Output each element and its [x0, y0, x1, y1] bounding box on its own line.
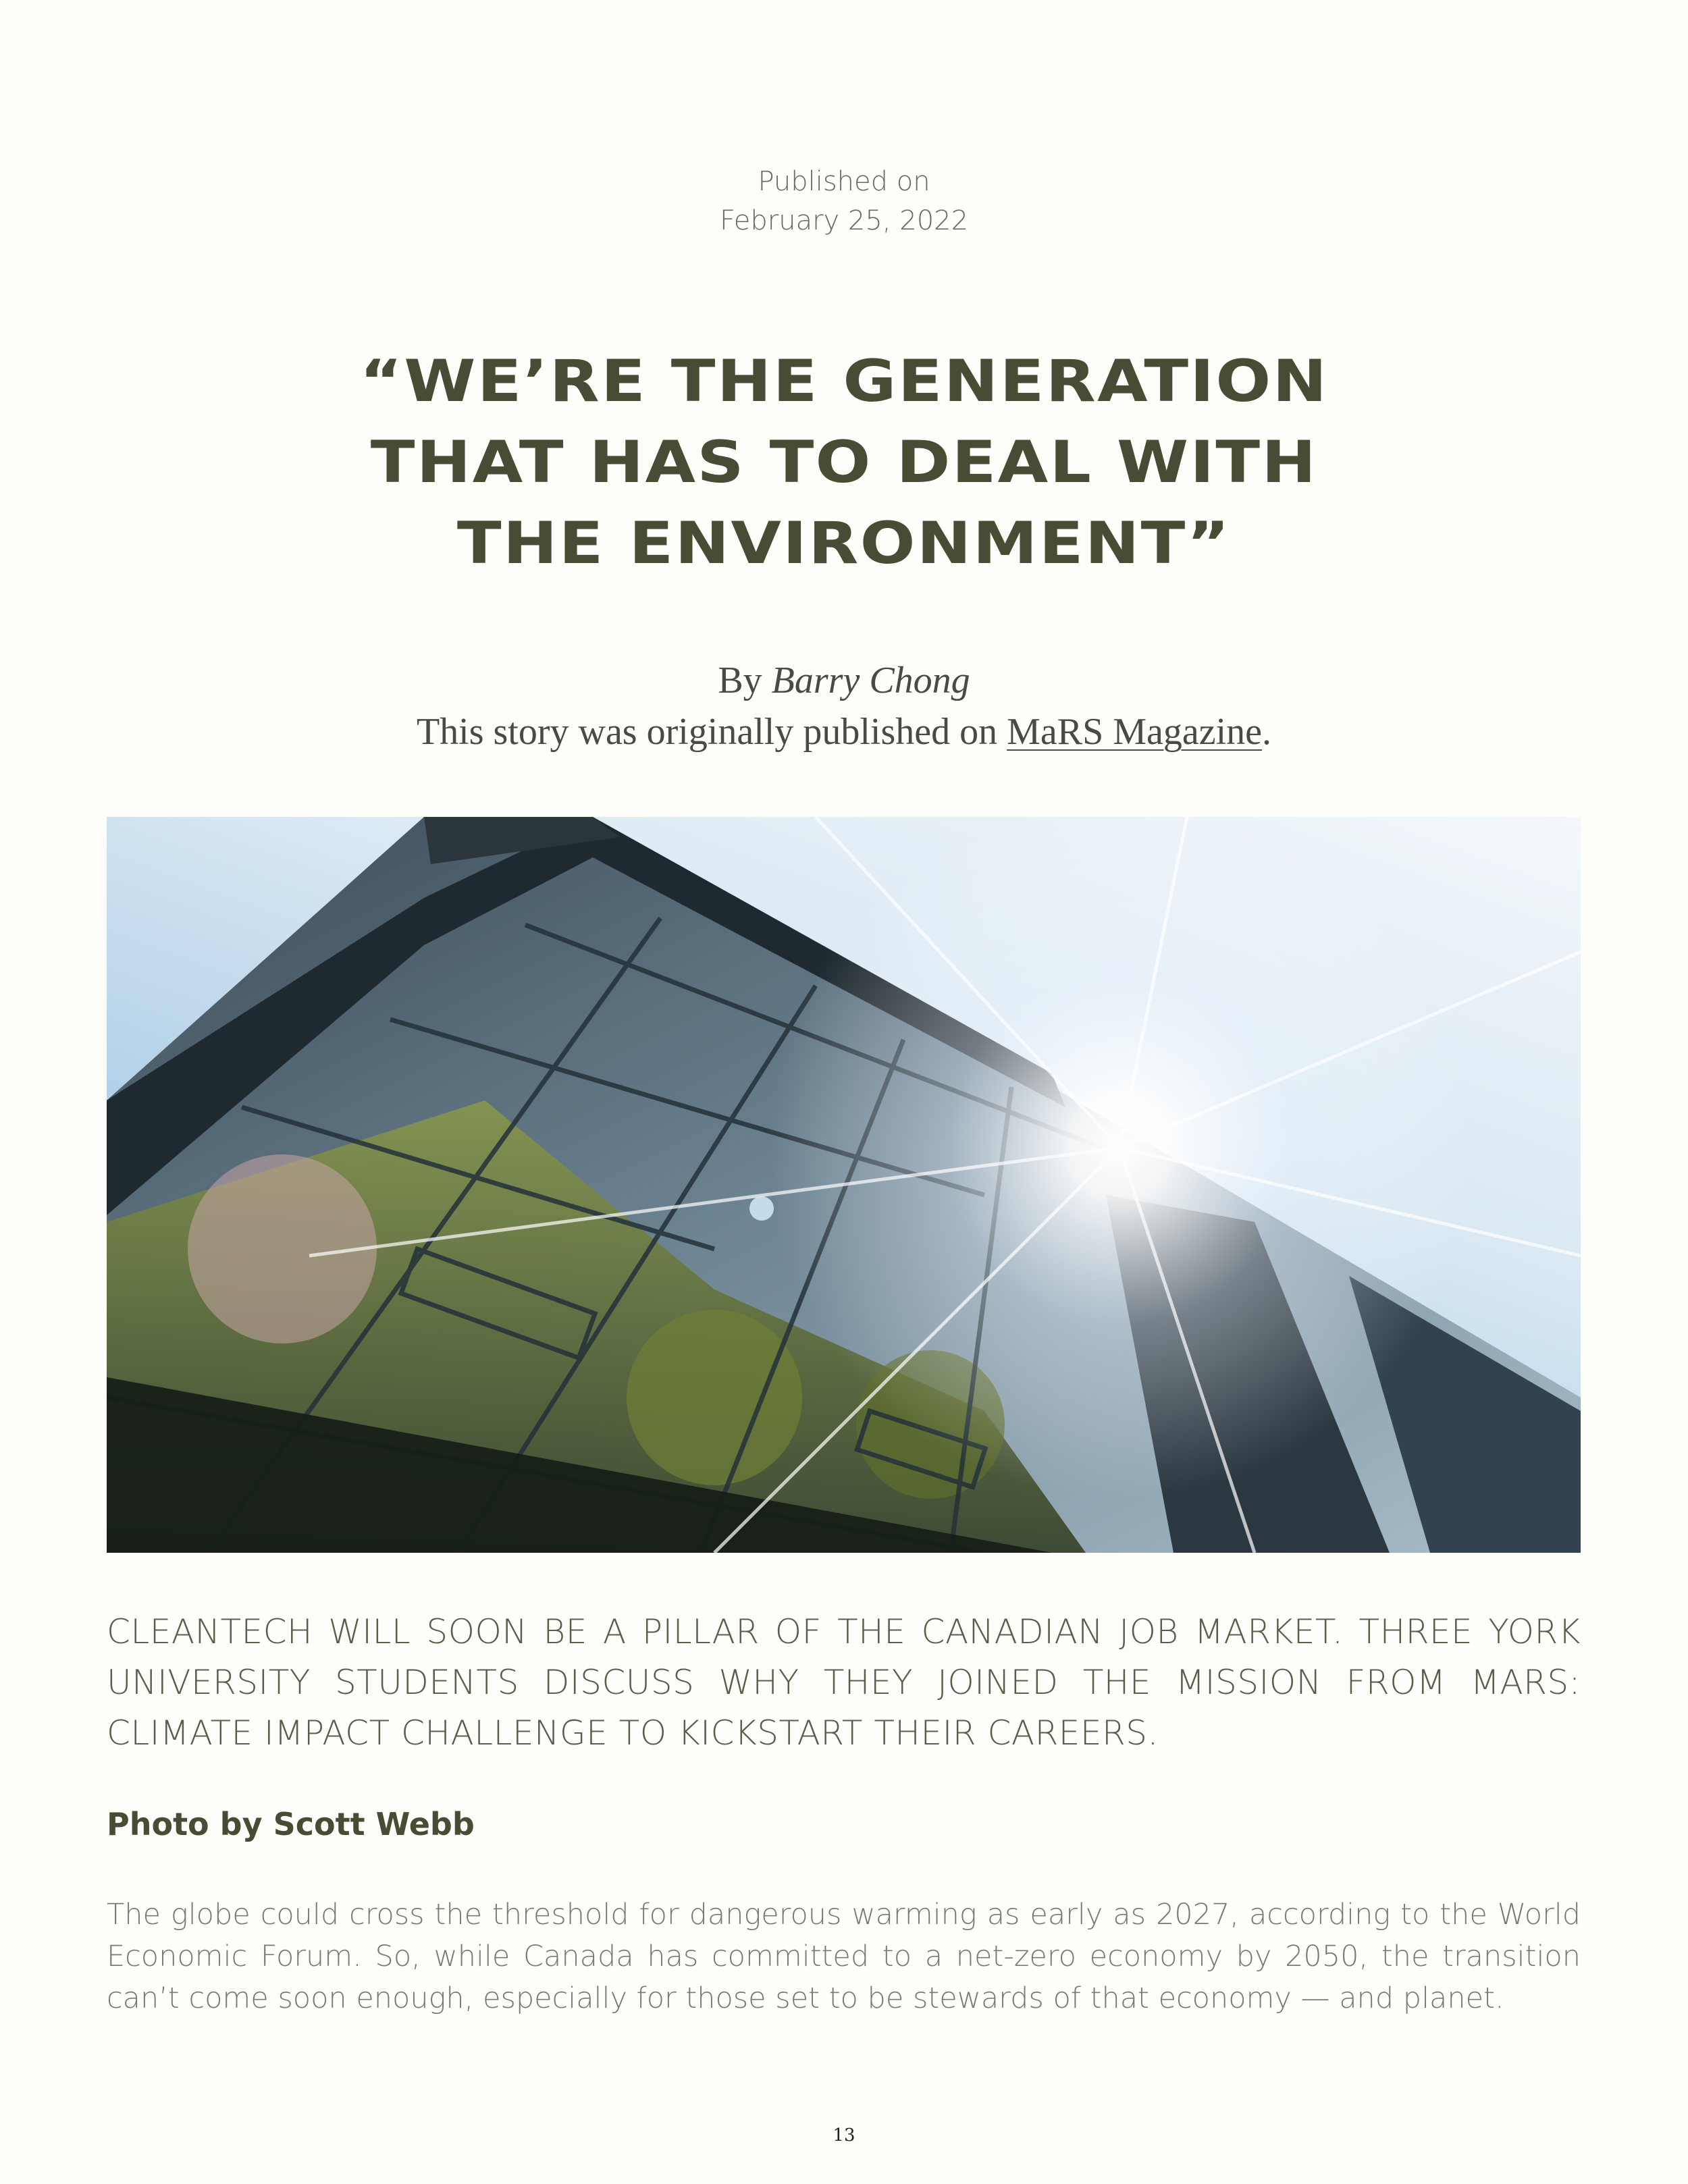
headline-line-3: THE ENVIRONMENT”	[456, 510, 1232, 577]
body-paragraph: The globe could cross the threshold for dangerous warming as early as 2027, according to the World Economic Forum. So, while Canada has committed to a net-zero economy by 2050, the transition can’t come soon enough, especially for those set to be stewards of that economy — and planet.	[107, 1898, 1581, 2015]
photo-credit: Photo by Scott Webb	[107, 1806, 475, 1842]
publish-date-block	[0, 162, 1688, 240]
article-deck: CLEANTECH WILL SOON BE A PILLAR OF THE CANADIAN JOB MARKET. THREE YORK UNIVERSITY STUDENTS DISCUSS WHY THEY JOINED THE MISSION FROM MARS: CLIMATE IMPACT CHALLENGE TO KICKSTART THEIR CAREERS.	[107, 1612, 1581, 1753]
headline-line-1: “WE’RE THE GENERATION	[359, 348, 1329, 415]
mars-magazine-link[interactable]: MaRS Magazine	[1007, 711, 1263, 753]
origin-suffix: .	[1262, 711, 1272, 753]
published-date: February 25, 2022	[719, 205, 969, 236]
hero-photo	[107, 817, 1581, 1553]
author-line	[0, 655, 1688, 706]
published-label: Published on	[758, 166, 930, 197]
origin-prefix: This story was originally published on	[416, 711, 998, 753]
page-number: 13	[833, 2125, 855, 2146]
headline	[88, 341, 1600, 584]
origin-line	[0, 706, 1688, 757]
by-label: By	[718, 660, 762, 701]
building-photo-illustration	[107, 817, 1581, 1553]
byline	[0, 655, 1688, 757]
author-name: Barry Chong	[771, 660, 970, 701]
headline-line-2: THAT HAS TO DEAL WITH	[370, 429, 1318, 496]
